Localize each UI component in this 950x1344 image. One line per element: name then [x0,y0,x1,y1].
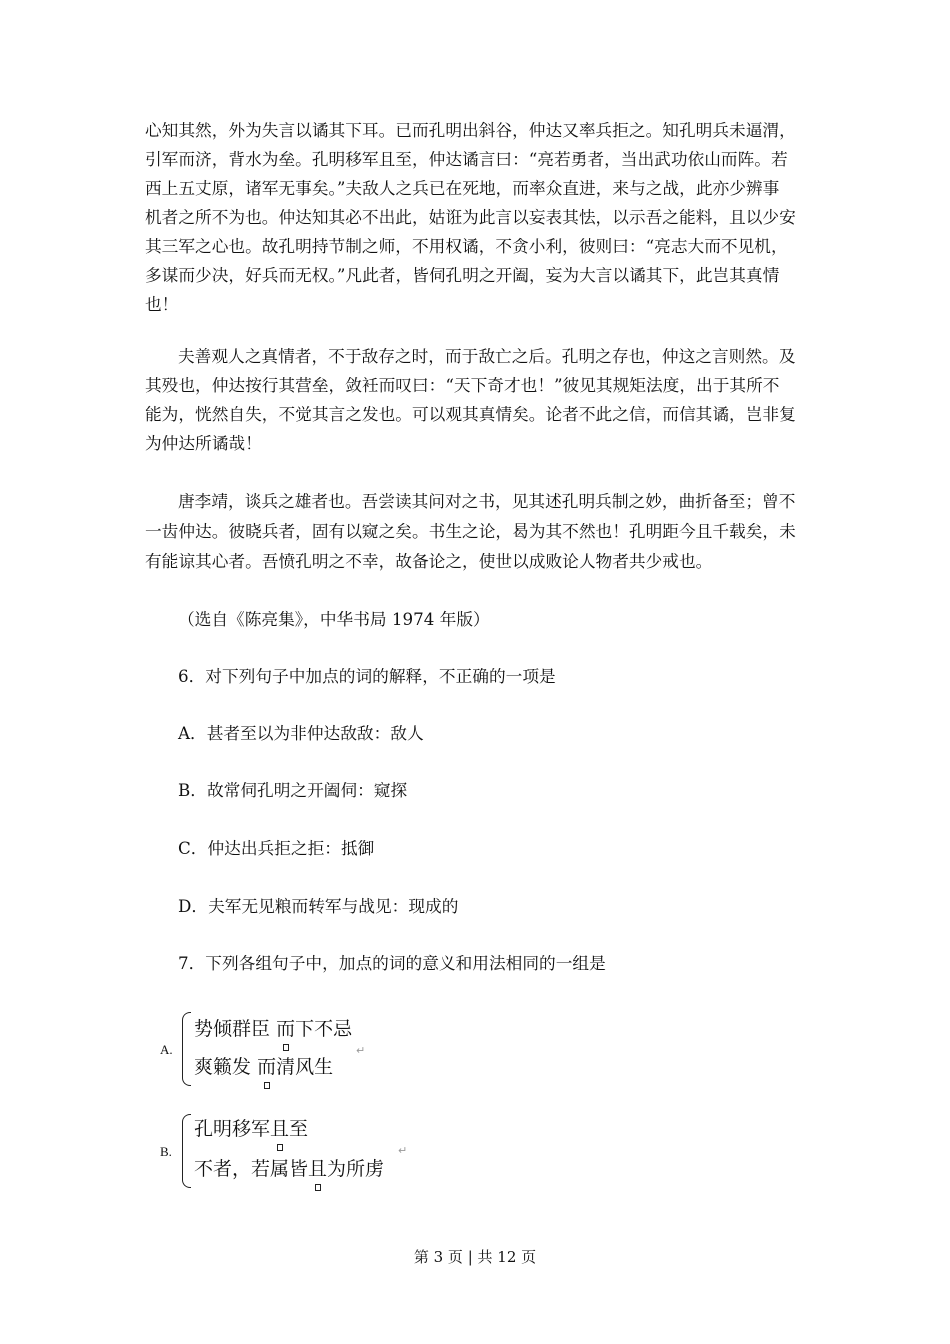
brace-icon [182,1114,191,1188]
sentence-1 [194,1014,352,1041]
dotted-word: 且 [270,1114,289,1141]
source-citation: （选自《陈亮集》，中华书局 1974 年版） [178,609,490,629]
text-line: 为仲达所谲哉！ [145,433,262,453]
option-label: B. [160,1144,172,1159]
text-line: 一齿仲达。彼晓兵者，固有以窥之矣。书生之论，曷为其不然也！孔明距今且千载矣，未 [145,521,796,541]
sentence-2 [194,1052,333,1079]
dotted-word: 而 [257,1052,276,1079]
return-mark-icon: ↵ [356,1044,366,1057]
text: 为所虏 [327,1158,385,1180]
text: 孔明移军 [194,1118,271,1140]
text-line: 其三军之心也。故孔明持节制之师，不用权谲，不贪小利，彼则曰：“亮志大而不见机， [145,236,788,256]
text-line: 心知其然，外为失言以谲其下耳。已而孔明出斜谷，仲达又率兵拒之。知孔明兵未逼渭， [145,120,796,140]
question-stem: 6．对下列句子中加点的词的解释，不正确的一项是 [178,666,556,686]
text: 爽籁发 [194,1056,252,1078]
text-line: 西上五丈原，诸军无事矣。”夫敌人之兵已在死地，而率众直进，来与之战，此亦少辨事 [145,178,780,198]
text: 下不忌 [295,1018,353,1040]
page-footer: 第 3 页 | 共 12 页 [413,1248,537,1266]
text-line: 机者之所不为也。仲达知其必不出此，姑诳为此言以妄表其怯，以示吾之能料，且以少安 [145,207,796,227]
text: 势倾群臣 [194,1018,271,1040]
text-line: 夫善观人之真情者，不于敌存之时，而于敌亡之后。孔明之存也，仲这之言则然。及 [178,346,796,366]
sentence-2 [194,1154,384,1181]
text-line: 引军而济，背水为垒。孔明移军且至，仲达谲言曰：“亮若勇者，当出武功依山而阵。若 [145,149,788,169]
brace-icon [182,1012,191,1086]
option-b: B．故常伺孔明之开阖伺：窥探 [178,780,408,800]
dotted-word: 且 [308,1154,327,1181]
text-line: 唐李靖，谈兵之雄者也。吾尝读其问对之书，见其述孔明兵制之妙，曲折备至；曾不 [178,491,796,511]
text-line: 也！ [145,294,179,314]
option-label: A. [160,1042,173,1057]
text-line: 有能谅其心者。吾愤孔明之不幸，故备论之，使世以成败论人物者共少戒也。 [145,551,713,571]
text: 不者，若属皆 [194,1158,309,1180]
text-line: 多谋而少决，好兵而无权。”凡此者，皆伺孔明之开阖，妄为大言以谲其下，此岂其真情 [145,265,780,285]
sentence-1 [194,1114,308,1141]
option-a: A．甚者至以为非仲达敌敌：敌人 [178,723,424,743]
text: 清风生 [276,1056,334,1078]
option-d: D．夫军无见粮而转军与战见：现成的 [178,896,459,916]
text: 至 [289,1118,309,1140]
text-line: 其殁也，仲达按行其营垒，敛衽而叹曰：“天下奇才也！”彼见其规矩法度，出于其所不 [145,375,780,395]
question-stem: 7．下列各组句子中，加点的词的意义和用法相同的一组是 [178,953,606,973]
text-line: 能为，恍然自失，不觉其言之发也。可以观其真情矣。论者不此之信，而信其谲，岂非复 [145,404,796,424]
return-mark-icon: ↵ [398,1144,408,1157]
dotted-word: 而 [276,1014,295,1041]
option-c: C．仲达出兵拒之拒：抵御 [178,838,375,858]
